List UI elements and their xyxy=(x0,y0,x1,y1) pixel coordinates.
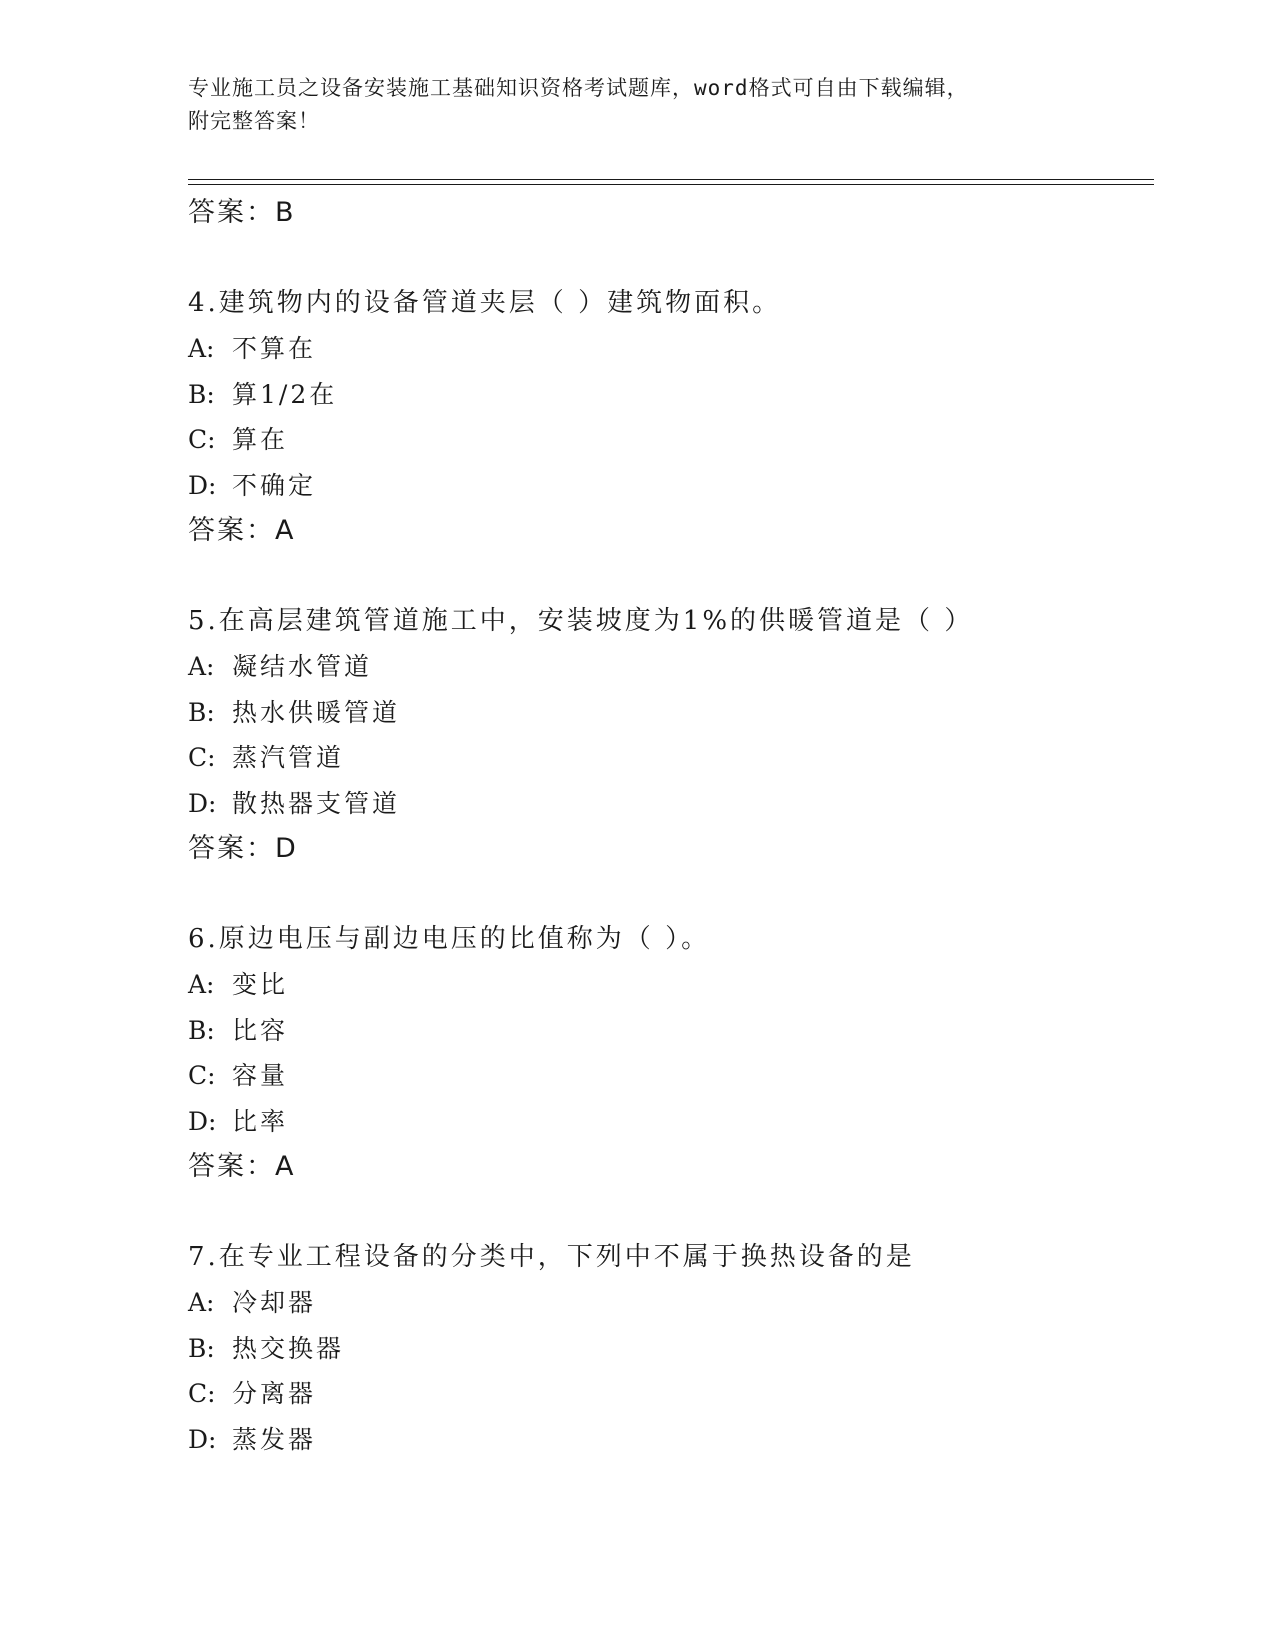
option-text: 比容 xyxy=(232,1015,289,1045)
option-b xyxy=(188,1326,1154,1372)
option-letter: D: xyxy=(188,1424,217,1454)
question-item xyxy=(188,1234,1154,1462)
option-text: 冷却器 xyxy=(232,1288,317,1317)
header-line-2: 附完整答案！ xyxy=(188,109,320,133)
option-letter: D: xyxy=(188,1106,217,1136)
document-header xyxy=(188,72,1088,138)
option-letter: B: xyxy=(188,1333,215,1363)
option-d xyxy=(188,781,1154,827)
option-d xyxy=(188,1417,1154,1463)
option-c xyxy=(188,1371,1154,1417)
option-d xyxy=(188,1099,1154,1145)
option-c xyxy=(188,417,1154,463)
option-letter: B: xyxy=(188,1015,215,1045)
question-stem: 5.在高层建筑管道施工中，安装坡度为1%的供暖管道是（ ） xyxy=(188,606,974,636)
option-letter: A: xyxy=(188,970,215,999)
option-text: 不算在 xyxy=(232,334,317,363)
option-text: 蒸汽管道 xyxy=(232,743,345,772)
question-item xyxy=(188,280,1154,554)
option-text: 凝结水管道 xyxy=(232,652,373,681)
option-letter: C: xyxy=(188,425,216,454)
option-letter: B: xyxy=(188,697,215,727)
option-text: 散热器支管道 xyxy=(232,788,401,818)
option-a xyxy=(188,962,1154,1008)
option-text: 热交换器 xyxy=(232,1333,345,1363)
header-divider-bottom xyxy=(188,184,1154,185)
option-a xyxy=(188,1280,1154,1326)
option-text: 算1/2在 xyxy=(232,379,338,409)
question-item xyxy=(188,598,1154,872)
question-item xyxy=(188,916,1154,1190)
option-text: 算在 xyxy=(232,425,289,454)
option-b xyxy=(188,690,1154,736)
option-letter: D: xyxy=(188,788,217,818)
question-stem: 6.原边电压与副边电压的比值称为（ ）。 xyxy=(188,924,711,954)
option-text: 比率 xyxy=(232,1106,289,1136)
option-letter: A: xyxy=(188,652,215,681)
option-letter: B: xyxy=(188,379,215,409)
question-answer: 答案：A xyxy=(188,1151,296,1182)
question-answer: 答案：A xyxy=(188,515,296,546)
question-list xyxy=(188,190,1154,1462)
option-d xyxy=(188,463,1154,509)
option-letter: D: xyxy=(188,470,217,500)
option-text: 变比 xyxy=(232,970,289,999)
question-stem: 7.在专业工程设备的分类中，下列中不属于换热设备的是 xyxy=(188,1242,915,1272)
header-divider-top xyxy=(188,179,1154,180)
option-c xyxy=(188,1053,1154,1099)
option-b xyxy=(188,1008,1154,1054)
question-answer: 答案：D xyxy=(188,833,298,864)
option-text: 分离器 xyxy=(232,1379,317,1408)
option-letter: A: xyxy=(188,334,215,363)
previous-answer: 答案：B xyxy=(188,197,296,228)
option-b xyxy=(188,372,1154,418)
question-stem: 4.建筑物内的设备管道夹层（ ）建筑物面积。 xyxy=(188,288,782,318)
option-letter: C: xyxy=(188,743,216,772)
option-letter: C: xyxy=(188,1379,216,1408)
option-a xyxy=(188,644,1154,690)
option-letter: A: xyxy=(188,1288,215,1317)
option-a xyxy=(188,326,1154,372)
option-text: 容量 xyxy=(232,1061,289,1090)
option-c xyxy=(188,735,1154,781)
option-text: 蒸发器 xyxy=(232,1424,317,1454)
header-line-1: 专业施工员之设备安装施工基础知识资格考试题库，word格式可自由下载编辑， xyxy=(188,76,969,100)
option-letter: C: xyxy=(188,1061,216,1090)
option-text: 不确定 xyxy=(232,470,317,500)
option-text: 热水供暖管道 xyxy=(232,697,401,727)
